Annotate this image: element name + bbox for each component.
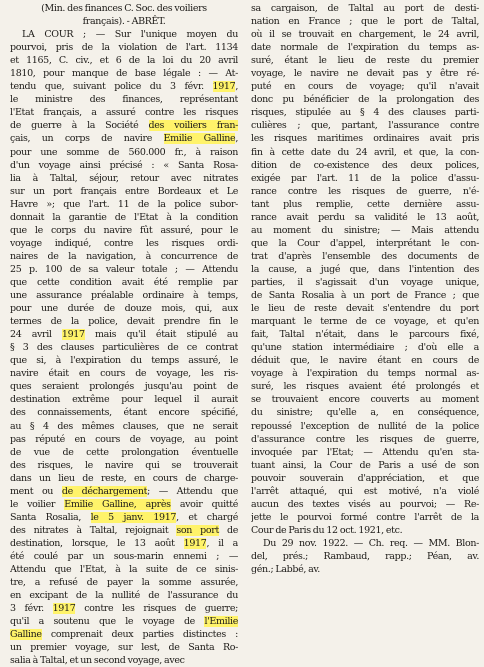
right-text-column (251, 2, 479, 576)
text-segment: Havre »; que l'art. 11 de la police subor- (10, 198, 238, 210)
text-line (251, 185, 479, 198)
text-segment: qu'il a soutenu que le voyage de (10, 616, 205, 628)
text-segment: Du 29 nov. 1922. — Ch. req. — MM. Blon- (263, 537, 479, 549)
text-line (10, 602, 238, 615)
text-segment: puté en cours de voyage; qu'il n'avait (251, 81, 479, 93)
text-line (10, 420, 238, 433)
text-line (251, 485, 479, 498)
text-segment: marquant le terme de ce voyage, et qu'en (251, 316, 479, 328)
text-segment: tre, a refusé de payer la somme assurée, (10, 577, 238, 589)
text-line (251, 159, 479, 172)
highlighted-text: de déchargement (61, 485, 148, 497)
text-segment: le ministre des finances, représentant (10, 94, 238, 106)
text-segment: l'Etat français, a assuré contre les risques (10, 107, 238, 119)
text-segment: un premier voyage, sur lest, de Santa Ro- (10, 642, 238, 654)
text-segment: date normale de l'expiration du temps as- (251, 42, 479, 54)
text-line (251, 41, 479, 54)
highlighted-text: des voiliers fran- (148, 120, 238, 132)
text-line (10, 472, 238, 485)
text-segment: pourvoi, pris de la violation de l'art. 1134 (10, 42, 238, 54)
text-line (251, 289, 479, 302)
text-line (10, 198, 238, 211)
text-line (10, 315, 238, 328)
text-line (10, 459, 238, 472)
text-line (10, 172, 238, 185)
text-segment: dans un lieu de reste, en cours de charge- (10, 472, 238, 484)
text-segment: voyage à l'expiration du temps normal as- (251, 368, 479, 380)
text-segment: tendu que, suivant police du 3 févr. (10, 81, 213, 93)
text-line (251, 354, 479, 367)
text-segment: d'un voyage ainsi précisé : « Santa Rosa- (10, 159, 238, 171)
text-line (251, 250, 479, 263)
text-segment: , il a (206, 537, 238, 549)
text-segment: au § 4 des mêmes clauses, que ne serait (10, 420, 238, 432)
text-segment: , et chargé (176, 511, 238, 523)
text-segment: 24 avril (10, 329, 62, 341)
text-line (251, 67, 479, 80)
text-segment: suré, étant le lieu de reste du premier (251, 55, 479, 67)
text-line (10, 628, 238, 641)
text-segment: suré, les risques avaient été prolongés et (251, 381, 479, 393)
highlighted-text: 1917 (183, 537, 207, 549)
text-segment: LA COUR ; — Sur l'unique moyen du (22, 29, 238, 41)
left-text-column (10, 2, 238, 667)
text-line (251, 263, 479, 276)
text-line (251, 2, 479, 15)
text-line (251, 276, 479, 289)
text-line (251, 498, 479, 511)
text-segment: le lieu de reste devait s'entendre du port (251, 303, 479, 315)
text-segment: contre les risques de guerre; (75, 603, 238, 615)
text-line (10, 54, 238, 67)
text-segment: ; — Attendu que (147, 485, 238, 497)
text-segment: , (235, 133, 238, 145)
text-segment: des connaissements, étant encore spécifié, (10, 407, 238, 419)
text-line (251, 172, 479, 185)
text-segment: risques, stipulée au § 4 des clauses parti- (251, 107, 479, 119)
text-line (251, 315, 479, 328)
text-segment: au moment du sinistre; — Mais attendu (251, 224, 479, 236)
text-line (10, 341, 238, 354)
text-line (251, 563, 479, 576)
text-segment: invoquée par l'Etat; — Attendu qu'en sta- (251, 446, 479, 458)
text-line (10, 576, 238, 589)
text-segment: déduit que, le navire étant en cours de (251, 355, 479, 367)
text-line (251, 80, 479, 93)
text-segment: Attendu que l'Etat, à la suite de ce sinis- (10, 564, 238, 576)
text-segment: naires de la navigation, à concurrence de (10, 250, 238, 262)
highlighted-text: le 5 janv. 1917 (90, 511, 177, 523)
text-segment: pour une somme de 560.000 fr., à raison (10, 146, 238, 158)
text-segment: tuant ainsi, la Cour de Paris a usé de son (251, 459, 479, 471)
text-segment: que cette condition avait été remplie par (10, 276, 238, 288)
text-line (251, 146, 479, 159)
text-segment: donnait la garantie de l'Etat à la condition (10, 211, 238, 223)
text-segment: pouvoir souverain d'appréciation, et que (251, 472, 479, 484)
highlighted-text: Emilie Galline (163, 133, 236, 145)
text-segment: Santa Rosalia, (10, 511, 91, 523)
text-segment: § 3 des clauses particulières de ce contrat (10, 342, 238, 354)
text-segment: de vue de cette prolongation éventuelle (10, 446, 238, 458)
text-line (251, 198, 479, 211)
text-segment: 1810, pour manque de base légale : — At- (10, 68, 238, 80)
text-segment: l'arrêt attaqué, qui est motivé, n'a violé (251, 485, 479, 497)
text-segment: parties, il s'agissait d'un voyage unique, (251, 276, 479, 288)
text-line (251, 459, 479, 472)
text-segment: des risques, le navire qui se trouverait (10, 459, 238, 471)
text-segment: de Santa Rosalia à un port de France ; que (251, 290, 479, 302)
text-segment: culières ; que, partant, l'assurance contre (251, 120, 479, 132)
text-line (10, 119, 238, 132)
text-line (10, 2, 238, 15)
text-segment: destination extrême pour lequel il aurait (10, 394, 238, 406)
text-segment: Cour de Paris du 12 oct. 1921, etc. (251, 524, 403, 536)
text-segment: du sinistre; qu'elle a, en conséquence, (251, 407, 479, 419)
text-segment: le voilier (10, 498, 65, 510)
text-line (251, 132, 479, 145)
text-line (10, 393, 238, 406)
text-line (251, 550, 479, 563)
highlighted-text: l'Emilie (204, 616, 238, 628)
text-segment: trat d'après l'ensemble des documents de (251, 250, 479, 262)
highlighted-text: 1917 (52, 603, 76, 615)
text-line (251, 119, 479, 132)
text-line (251, 537, 479, 550)
text-segment: 25 p. 100 de sa valeur totale ; — Attendu (10, 263, 238, 275)
highlighted-text: Emilie Galline, après (64, 498, 171, 510)
text-segment: la cause, a jugé que, dans l'intention des (251, 263, 479, 275)
text-line (10, 132, 238, 145)
text-line (251, 472, 479, 485)
text-line (10, 146, 238, 159)
text-segment: jette le pourvoi formé contre l'arrêt de la (251, 511, 479, 523)
text-segment: fin à cette date du 24 avril, et que, la con- (251, 146, 479, 158)
text-line (251, 328, 479, 341)
text-segment: voyage indiqué, contre les risques ordi- (10, 237, 238, 249)
text-segment: aucun des textes visés au pourvoi; — Re- (251, 498, 479, 510)
text-line (251, 54, 479, 67)
text-segment: comprenait deux parties distinctes : (41, 629, 238, 641)
text-segment: de (218, 524, 238, 536)
text-line (251, 367, 479, 380)
text-segment: 3 févr. (10, 603, 53, 615)
text-segment: que le corps du navire fût assuré, pour le (10, 224, 238, 236)
text-line (251, 237, 479, 250)
text-line (251, 380, 479, 393)
text-line (10, 302, 238, 315)
text-line (10, 380, 238, 393)
text-line (10, 446, 238, 459)
text-line (10, 485, 238, 498)
text-line (10, 406, 238, 419)
text-line (10, 641, 238, 654)
text-line (10, 367, 238, 380)
text-segment: destination, lorsque, le 13 août (10, 537, 184, 549)
text-segment: voyage, le navire ne devait pas y être ré- (251, 68, 479, 80)
text-segment: et 1165, C. civ., et 6 de la loi du 20 avril (10, 55, 238, 67)
text-line (251, 211, 479, 224)
highlighted-text: son port (176, 524, 219, 536)
text-line (251, 420, 479, 433)
text-segment: les risques maritimes ordinaires avait pris (251, 133, 479, 145)
text-line (251, 446, 479, 459)
text-segment: donc pu bénéficier de la prolongation des (251, 94, 479, 106)
text-segment: pour une durée de douze mois, qui, aux (10, 303, 238, 315)
text-line (10, 615, 238, 628)
text-line (10, 15, 238, 28)
highlighted-text: 1917 (61, 329, 85, 341)
text-segment: nation en France ; que le port de Taltal, (251, 16, 479, 28)
text-line (10, 550, 238, 563)
text-segment: del, prés.; Rambaud, rapp.; Péan, av. (251, 550, 479, 562)
text-line (251, 393, 479, 406)
text-line (251, 224, 479, 237)
text-line (10, 106, 238, 119)
text-segment: , (235, 81, 238, 93)
text-segment: tant plus remplie, cette dernière assu- (251, 198, 479, 210)
text-segment: sur un port français entre Bordeaux et Le (10, 185, 238, 197)
text-segment: termes de la police, devait prendre fin le (10, 316, 238, 328)
text-segment: de guerre à la Société (10, 120, 149, 132)
text-line (10, 237, 238, 250)
text-line (10, 328, 238, 341)
text-line (10, 654, 238, 667)
text-segment: dition de co-existence des deux polices, (251, 159, 479, 171)
text-segment: avoir quitté (170, 498, 238, 510)
text-line (251, 341, 479, 354)
text-line (10, 250, 238, 263)
text-line (251, 511, 479, 524)
text-segment: repoussé l'exception de nullité de la police (251, 420, 479, 432)
text-line (10, 511, 238, 524)
text-line (10, 211, 238, 224)
text-segment: où il se trouvait en chargement, le 24 avril, (251, 29, 479, 41)
highlighted-text: 1917 (212, 81, 236, 93)
text-segment: gén.; Labbé, av. (251, 564, 320, 576)
text-line (251, 406, 479, 419)
text-segment: exigée par l'art. 11 de la police d'assu- (251, 172, 479, 184)
text-line (10, 289, 238, 302)
highlighted-text: Galline (10, 629, 42, 641)
text-segment: que la Cour d'appel, interprétant le con- (251, 237, 479, 249)
text-line (10, 93, 238, 106)
text-line (251, 433, 479, 446)
text-line (10, 185, 238, 198)
text-line (251, 302, 479, 315)
text-line (10, 589, 238, 602)
text-segment: ques seraient prolongés jusqu'au point de (10, 381, 238, 393)
text-segment: que si, à l'expiration du temps assuré, le (10, 355, 238, 367)
text-line (10, 433, 238, 446)
text-line (10, 537, 238, 550)
text-segment: d'assurance contre les risques de guerre, (251, 433, 479, 445)
text-segment: çais, un corps de navire (10, 133, 164, 145)
column-gutter (242, 0, 243, 600)
text-segment: mais qu'il était stipulé au (84, 329, 238, 341)
text-segment: sa cargaison, de Taltal au port de desti- (251, 3, 479, 14)
text-segment: ment ou (10, 485, 62, 497)
text-line (251, 524, 479, 537)
text-segment: qu'une station intermédiaire ; d'où elle a (251, 342, 479, 354)
text-segment: en excipant de la nullité de l'assurance du (10, 590, 238, 602)
text-segment: des nitrates à Taltal, rejoignait (10, 524, 177, 536)
text-line (10, 67, 238, 80)
text-segment: rance avait perdu sa validité le 13 août, (251, 211, 479, 223)
text-line (10, 28, 238, 41)
text-segment: se trouvaient encore couverts au moment (251, 394, 479, 406)
text-line (10, 80, 238, 93)
text-segment: français). - ABRÊT. (82, 16, 166, 28)
text-segment: (Min. des finances C. Soc. des voiliers (41, 3, 207, 14)
text-segment: fait, Taltal n'était, dans le parcours fixé, (251, 329, 479, 341)
text-line (10, 41, 238, 54)
text-segment: été coulé par un sous-marin ennemi ; — (10, 550, 238, 562)
text-line (10, 524, 238, 537)
text-segment: rance contre les risques de guerre, n'é- (251, 185, 479, 197)
text-line (10, 498, 238, 511)
text-line (251, 93, 479, 106)
text-line (251, 28, 479, 41)
text-segment: pas réputé en cours de voyage, au point (10, 433, 238, 445)
text-line (251, 106, 479, 119)
text-segment: une assurance préalable ordinaire à temps, (10, 290, 238, 302)
text-segment: navire était en cours de voyage, les ris- (10, 368, 238, 380)
text-line (10, 224, 238, 237)
text-segment: lia à Taltal, séjour, retour avec nitrates (10, 172, 238, 184)
text-line (10, 159, 238, 172)
text-line (10, 354, 238, 367)
text-line (10, 276, 238, 289)
text-line (10, 563, 238, 576)
text-line (10, 263, 238, 276)
text-line (251, 15, 479, 28)
text-segment: salia à Taltal, et un second voyage, avec (10, 655, 185, 667)
